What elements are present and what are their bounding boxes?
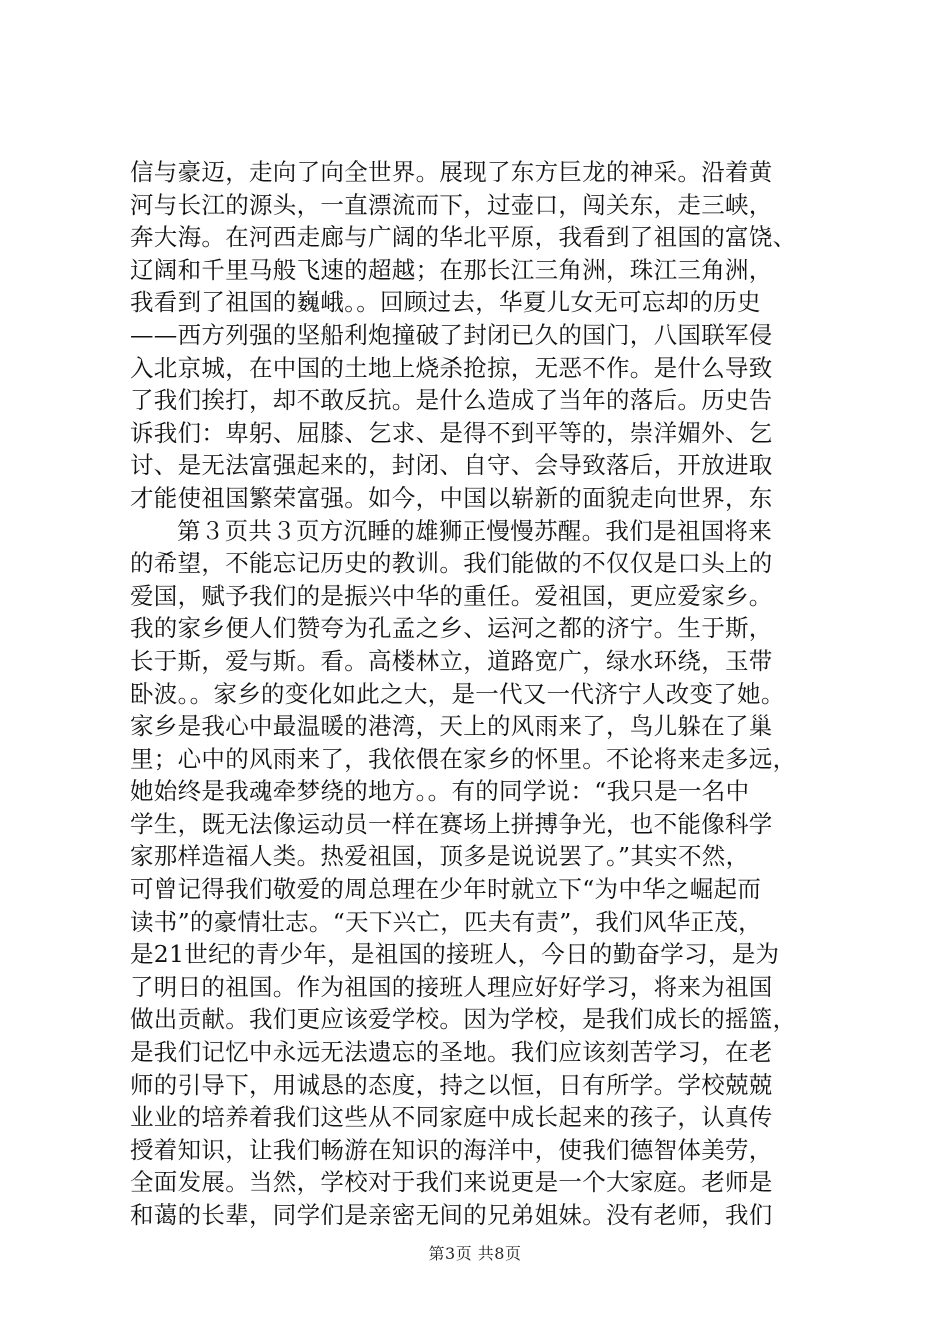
text-line: 做出贡献。我们更应该爱学校。因为学校，是我们成长的摇篮，: [130, 1005, 797, 1034]
text-line: 和蔼的长辈，同学们是亲密无间的兄弟姐妹。没有老师，我们: [130, 1201, 773, 1229]
text-line: 爱国，赋予我们的是振兴中华的重任。爱祖国，更应爱家乡。: [130, 581, 773, 610]
text-line: 家那样造福人类。热爱祖国，顶多是说说罢了。”其实不然，: [130, 842, 750, 871]
text-line: 卧波。。家乡的变化如此之大，是一代又一代济宁人改变了她。: [130, 679, 785, 708]
text-line: ——西方列强的坚船利炮撞破了封闭已久的国门，八国联军侵: [130, 320, 773, 349]
text-line: 我看到了祖国的巍峨。。回顾过去，华夏儿女无可忘却的历史: [130, 288, 761, 317]
text-line: 是我们记忆中永远无法遗忘的圣地。我们应该刻苦学习，在老: [130, 1038, 773, 1067]
text-line: 信与豪迈，走向了向全世界。展现了东方巨龙的神采。沿着黄: [130, 158, 773, 186]
text-line: 业业的培养着我们这些从不同家庭中成长起来的孩子，认真传: [130, 1103, 773, 1132]
text-line-indented: 第３页共３页方沉睡的雄狮正慢慢苏醒。我们是祖国将来: [177, 516, 772, 545]
text-line: 全面发展。当然，学校对于我们来说更是一个大家庭。老师是: [130, 1168, 773, 1197]
text-line: 可曾记得我们敬爱的周总理在少年时就立下“为中华之崛起而: [130, 875, 762, 904]
text-line: 授着知识，让我们畅游在知识的海洋中，使我们德智体美劳，: [130, 1135, 773, 1164]
text-line: 师的引导下，用诚恳的态度，持之以恒，日有所学。学校兢兢: [130, 1070, 773, 1099]
text-line: 她始终是我魂牵梦绕的地方。。有的同学说：“我只是一名中: [130, 777, 750, 806]
page-footer: 第3页 共8页: [428, 1244, 522, 1263]
text-line: 了明日的祖国。作为祖国的接班人理应好好学习，将来为祖国: [130, 972, 773, 1001]
text-line: 辽阔和千里马般飞速的超越；在那长江三角洲，珠江三角洲，: [130, 255, 773, 284]
text-line: 学生，既无法像运动员一样在赛场上拼搏争光，也不能像科学: [130, 809, 773, 838]
body-text: [130, 156, 830, 1232]
text-line: 入北京城，在中国的土地上烧杀抢掠，无恶不作。是什么导致: [130, 353, 773, 382]
text-line: 我的家乡便人们赞夸为孔孟之乡、运河之都的济宁。生于斯，: [130, 614, 773, 643]
text-line: 才能使祖国繁荣富强。如今，中国以崭新的面貌走向世界，东: [130, 483, 773, 512]
text-line: 奔大海。在河西走廊与广阔的华北平原，我看到了祖国的富饶、: [130, 223, 797, 252]
text-line: 里；心中的风雨来了，我依偎在家乡的怀里。不论将来走多远，: [130, 744, 797, 773]
text-line: 河与长江的源头，一直漂流而下，过壶口，闯关东，走三峡，: [130, 190, 773, 219]
text-line: 的希望，不能忘记历史的教训。我们能做的不仅仅是口头上的: [130, 549, 773, 578]
text-line: 读书”的豪情壮志。“天下兴亡，匹夫有责”，我们风华正茂，: [130, 907, 762, 936]
text-line: 是21世纪的青少年，是祖国的接班人，今日的勤奋学习，是为: [130, 940, 780, 969]
text-line: 家乡是我心中最温暖的港湾，天上的风雨来了，鸟儿躲在了巢: [130, 712, 773, 741]
text-line: 讨、是无法富强起来的，封闭、自守、会导致落后，开放进取: [130, 451, 773, 480]
text-line: 长于斯，爱与斯。看。高楼林立，道路宽广，绿水环绕，玉带: [130, 646, 773, 675]
text-line: 了我们挨打，却不敢反抗。是什么造成了当年的落后。历史告: [130, 386, 773, 415]
text-line: 诉我们：卑躬、屈膝、乞求、是得不到平等的，崇洋媚外、乞: [130, 418, 773, 447]
